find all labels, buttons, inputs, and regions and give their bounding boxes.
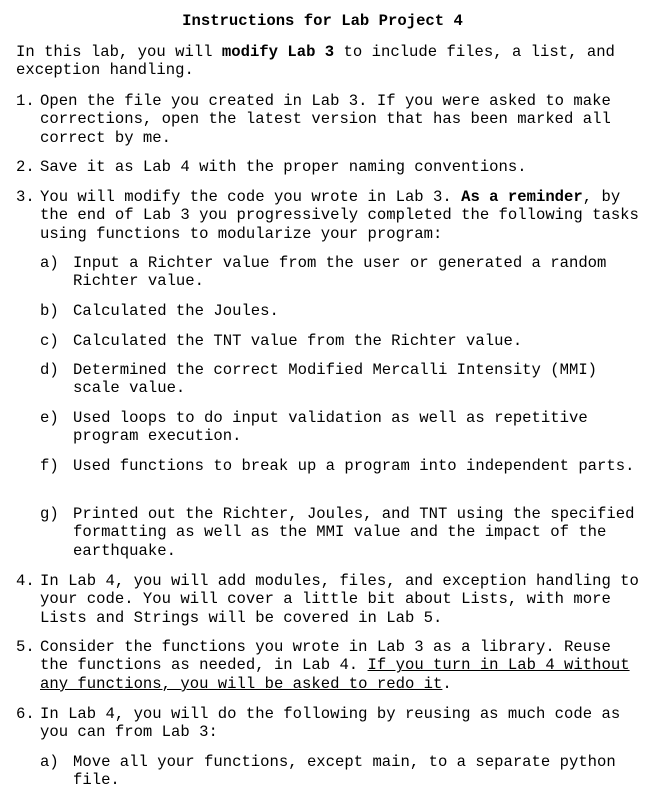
lab3-task-g [40,505,641,560]
list-item-5 [16,638,641,693]
lab3-task-e [40,409,641,446]
item-number: 3. [16,188,35,206]
task-letter: d) [40,361,59,379]
task-letter: a) [40,753,59,771]
item-text: Open the file you created in Lab 3. If you were asked to make corrections, open the latest version that has been marked all correct by me. [40,92,611,147]
item-number: 5. [16,638,35,656]
list-item-1 [16,92,641,147]
item-number: 6. [16,705,35,723]
item-number: 2. [16,158,35,176]
list-item-4 [16,572,641,627]
item-text-end: , by the end of Lab 3 you progressively completed the following tasks using functions to modularize your program: [40,188,639,243]
lab3-task-a [40,254,641,291]
task-text: Determined the correct Modified Mercalli Intensity (MMI) scale value. [73,361,598,398]
lab3-task-b [40,302,641,320]
lab3-task-f [40,457,641,475]
item-number: 1. [16,92,35,110]
item-text-start: Consider the functions you wrote in Lab 3 as a library. Reuse the functions as needed, in Lab 4. [40,638,611,675]
task-letter: f) [40,457,59,475]
item-text-end: . [442,674,452,693]
intro-text-start: In this lab, you will [16,43,222,61]
item-number: 4. [16,572,35,590]
task-text: Calculated the TNT value from the Richter value. [73,332,523,350]
item-text [40,188,641,243]
task-letter: a) [40,254,59,272]
task-letter: b) [40,302,59,320]
item-text: In Lab 4, you will do the following by reusing as much code as you can from Lab 3: [40,705,621,742]
task-text: Calculated the Joules. [73,302,279,320]
item-underlined-warning: If you turn in Lab 4 without any functions, you will be asked to redo it [40,656,630,693]
task-text: Used loops to do input validation as well as repetitive program execution. [73,409,588,446]
task-letter: g) [40,505,59,523]
task-text: Printed out the Richter, Joules, and TNT using the specified formatting as well as the MMI value and the impact of the earthquake. [73,505,635,560]
intro-text-end: to include files, a list, and exception handling. [16,43,615,80]
task-text: Input a Richter value from the user or generated a random Richter value. [73,254,607,291]
task-text: Used functions to break up a program into independent parts. [73,457,635,475]
task-letter: e) [40,409,59,427]
list-item-2 [16,158,641,176]
list-item-3 [16,188,641,243]
page-title: Instructions for Lab Project 4 [182,12,463,30]
item-text: Save it as Lab 4 with the proper naming conventions. [40,158,527,176]
item-text [40,638,641,693]
item-text-start: You will modify the code you wrote in Lab 3. [40,188,462,206]
intro-paragraph [16,43,641,80]
lab3-task-c [40,332,641,350]
list-item-6 [16,705,641,742]
item-bold-text: As a reminder [461,188,583,206]
lab3-task-d [40,361,641,398]
intro-bold-text: modify Lab 3 [221,43,335,61]
lab4-task-a [40,753,641,790]
item-text: In Lab 4, you will add modules, files, and exception handling to your code. You will cover a little bit about Lists, with more Lists and Strings will be covered in Lab 5. [40,572,639,627]
task-text: Move all your functions, except main, to a separate python file. [73,753,616,790]
task-letter: c) [40,332,59,350]
